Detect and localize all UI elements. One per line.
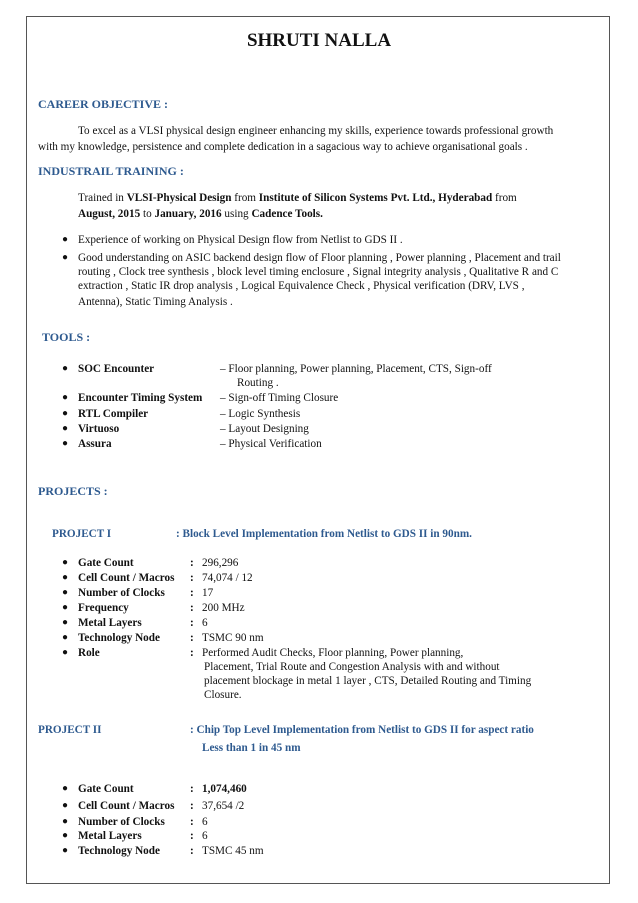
bullet-icon: ●: [62, 557, 69, 568]
field-colon: :: [190, 800, 194, 812]
project-field-label: Gate Count: [78, 557, 134, 569]
field-colon: :: [190, 557, 194, 569]
bullet-icon: ●: [62, 617, 69, 628]
bullet-icon: ●: [62, 423, 69, 434]
field-colon: :: [190, 602, 194, 614]
bullet-icon: ●: [62, 252, 69, 263]
training-bullet-line: Experience of working on Physical Design flow from Netlist to GDS II .: [78, 234, 403, 246]
training-bullet-line: Good understanding on ASIC backend design flow of Floor planning , Power planning , Placement and trail: [78, 252, 561, 264]
field-colon: :: [190, 845, 194, 857]
end-date: January, 2016: [154, 208, 222, 220]
bullet-icon: ●: [62, 800, 69, 811]
project-field-value: Placement, Trial Route and Congestion Analysis with and without: [204, 661, 500, 673]
project-field-value: 37,654 /2: [202, 800, 245, 812]
training-text: from: [492, 192, 517, 204]
training-text: .: [320, 208, 323, 220]
project-field-label: Number of Clocks: [78, 587, 165, 599]
bullet-icon: ●: [62, 602, 69, 613]
project-1-title: : Block Level Implementation from Netlist to GDS II in 90nm.: [176, 528, 472, 540]
project-2-label: PROJECT II: [38, 724, 102, 736]
career-objective-heading: CAREER OBJECTIVE :: [38, 97, 169, 111]
bullet-icon: ●: [62, 647, 69, 658]
tool-desc: – Physical Verification: [220, 438, 322, 450]
field-colon: :: [190, 587, 194, 599]
field-colon: :: [190, 632, 194, 644]
tool-name: Assura: [78, 438, 112, 450]
candidate-name: SHRUTI NALLA: [246, 30, 392, 51]
tool-name: Virtuoso: [78, 423, 120, 435]
bullet-icon: ●: [62, 845, 69, 856]
tool-name: RTL Compiler: [78, 408, 149, 420]
project-field-value: 6: [202, 816, 208, 828]
bullet-icon: ●: [62, 783, 69, 794]
project-2-title: : Chip Top Level Implementation from Netlist to GDS II for aspect ratio: [190, 724, 534, 736]
career-objective-line: with my knowledge, persistence and complete dedication in a sagacious way to achieve organisational goals .: [38, 141, 528, 153]
career-objective-line: To excel as a VLSI physical design engineer enhancing my skills, experience towards professional growth: [78, 125, 554, 137]
project-field-label: Number of Clocks: [78, 816, 165, 828]
training-intro-line: [78, 191, 517, 205]
tool-desc: – Floor planning, Power planning, Placement, CTS, Sign-off: [220, 363, 492, 375]
project-field-label: Frequency: [78, 602, 129, 614]
project-field-label: Cell Count / Macros: [78, 800, 175, 812]
training-text: Trained in: [78, 192, 127, 204]
tool-desc: – Layout Designing: [220, 423, 309, 435]
training-text: from: [231, 192, 259, 204]
projects-heading: PROJECTS :: [38, 484, 108, 498]
project-field-value: placement blockage in metal 1 layer , CTS, Detailed Routing and Timing: [204, 675, 532, 687]
bullet-icon: ●: [62, 392, 69, 403]
bullet-icon: ●: [62, 438, 69, 449]
training-bullet-line: routing , Clock tree synthesis , block level timing enclosure , Signal integrity analysis , Qualitative R and C: [78, 266, 559, 278]
field-colon: :: [190, 647, 194, 659]
project-field-label: Cell Count / Macros: [78, 572, 175, 584]
tool-desc: Routing .: [237, 377, 279, 389]
field-colon: :: [190, 617, 194, 629]
field-colon: :: [190, 783, 194, 795]
training-heading: INDUSTRAIL TRAINING :: [38, 164, 184, 178]
project-field-value: 200 MHz: [202, 602, 245, 614]
project-field-value: Closure.: [204, 689, 242, 701]
tool-name: SOC Encounter: [78, 363, 155, 375]
training-text: to: [140, 208, 155, 220]
institute-name: Institute of Silicon Systems Pvt. Ltd., Hyderabad: [258, 192, 493, 204]
bullet-icon: ●: [62, 363, 69, 374]
tools-used: Cadence Tools: [251, 208, 321, 220]
project-field-value: Performed Audit Checks, Floor planning, Power planning,: [202, 647, 464, 659]
field-colon: :: [190, 572, 194, 584]
project-1-label: PROJECT I: [52, 528, 112, 540]
project-field-value: TSMC 90 nm: [202, 632, 264, 644]
start-date: August, 2015: [78, 208, 141, 220]
field-colon: :: [190, 816, 194, 828]
bullet-icon: ●: [62, 234, 69, 245]
training-intro-line: [78, 207, 323, 221]
training-bullet-line: Antenna), Static Timing Analysis .: [78, 296, 233, 308]
project-field-label: Technology Node: [78, 632, 160, 644]
bullet-icon: ●: [62, 816, 69, 827]
project-field-label: Metal Layers: [78, 617, 142, 629]
field-colon: :: [190, 830, 194, 842]
bullet-icon: ●: [62, 572, 69, 583]
project-field-value: 6: [202, 830, 208, 842]
tools-heading: TOOLS :: [42, 330, 91, 344]
project-field-value: TSMC 45 nm: [202, 845, 264, 857]
project-field-value: 17: [202, 587, 214, 599]
project-field-label: Metal Layers: [78, 830, 142, 842]
course-name: VLSI-Physical Design: [126, 192, 232, 204]
project-field-value: 6: [202, 617, 208, 629]
bullet-icon: ●: [62, 830, 69, 841]
project-field-label: Role: [78, 647, 100, 659]
tool-desc: – Sign-off Timing Closure: [220, 392, 339, 404]
project-field-value: 296,296: [202, 557, 239, 569]
project-2-title: Less than 1 in 45 nm: [202, 742, 301, 754]
tool-desc: – Logic Synthesis: [220, 408, 301, 420]
project-field-value: 74,074 / 12: [202, 572, 253, 584]
tool-name: Encounter Timing System: [78, 392, 203, 404]
training-text: using: [221, 208, 252, 220]
training-bullet-line: extraction , Static IR drop analysis , Logical Equivalence Check , Physical verification (DRV, LVS ,: [78, 280, 525, 292]
bullet-icon: ●: [62, 587, 69, 598]
project-field-label: Gate Count: [78, 783, 134, 795]
project-field-value: 1,074,460: [202, 783, 247, 795]
bullet-icon: ●: [62, 632, 69, 643]
project-field-label: Technology Node: [78, 845, 160, 857]
bullet-icon: ●: [62, 408, 69, 419]
